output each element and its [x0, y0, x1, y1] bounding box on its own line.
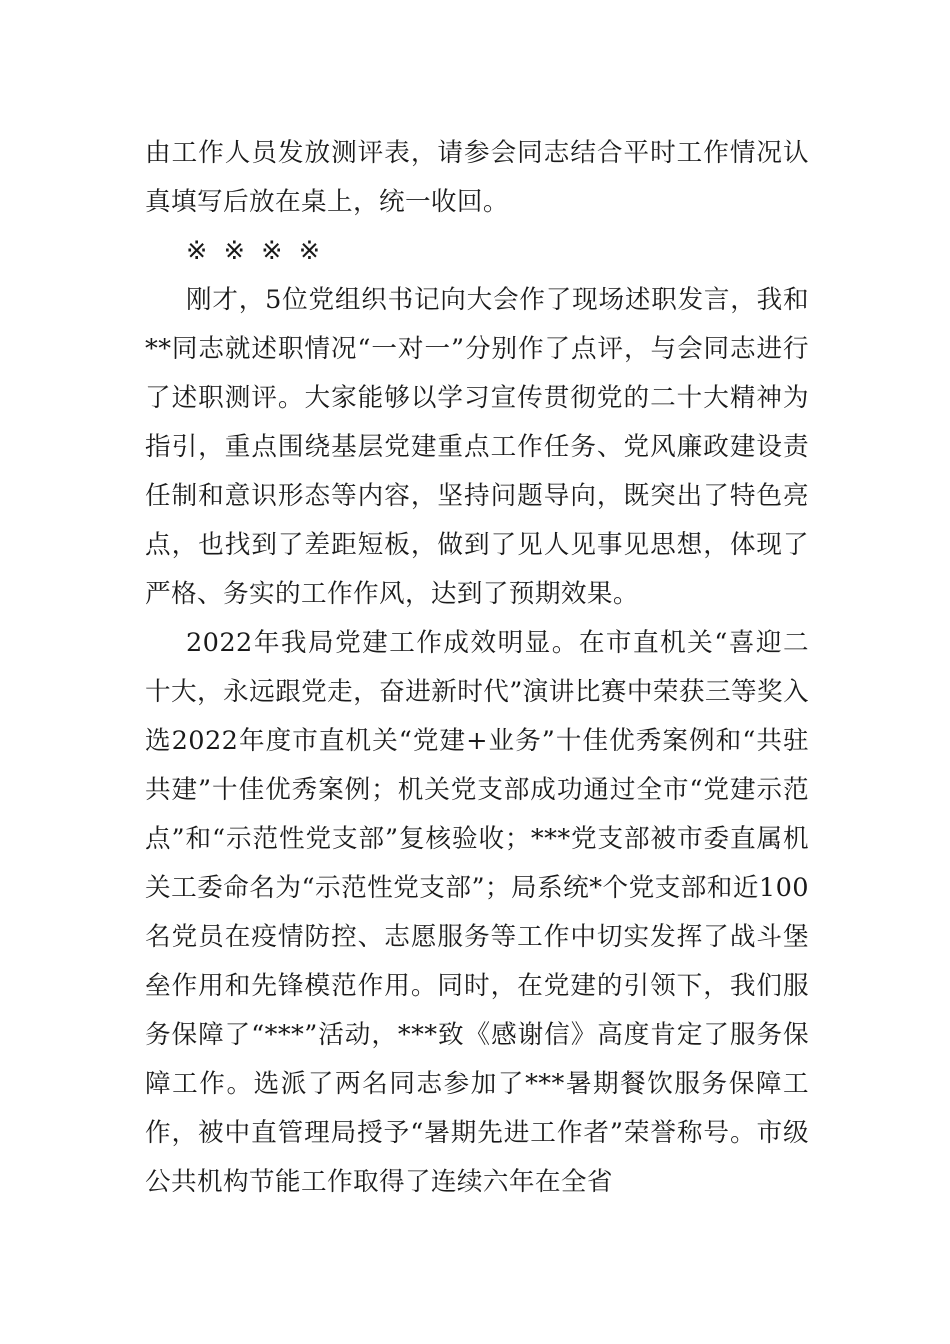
- paragraph-review-summary: 刚才，5位党组织书记向大会作了现场述职发言，我和**同志就述职情况“一对一”分别作了点评，与会同志进行了述职测评。大家能够以学习宣传贯彻党的二十大精神为指引，重点围绕基层党建重点工作任务、党风廉政建设责任制和意识形态等内容，坚持问题导向，既突出了特色亮点，也找到了差距短板，做到了见人见事见思想，体现了严格、务实的工作作风，达到了预期效果。: [145, 285, 809, 609]
- paragraph-achievements-2022: 2022年我局党建工作成效明显。在市直机关“喜迎二十大，永远跟党走，奋进新时代”演讲比赛中荣获三等奖入选2022年度市直机关“党建+业务”十佳优秀案例和“共驻共建”十佳优秀案例；机关党支部成功通过全市“党建示范点”和“示范性党支部”复核验收；***党支部被市委直属机关工委命名为“示范性党支部”；局系统*个党支部和近100名党员在疫情防控、志愿服务等工作中切实发挥了战斗堡垒作用和先锋模范作用。同时，在党建的引领下，我们服务保障了“***”活动，***致《感谢信》高度肯定了服务保障工作。选派了两名同志参加了***暑期餐饮服务保障工作，被中直管理局授予“暑期先进工作者”荣誉称号。市级公共机构节能工作取得了连续六年在全省: [145, 628, 809, 1197]
- document-body: [145, 129, 809, 1207]
- paragraph-continuation: 由工作人员发放测评表，请参会同志结合平时工作情况认真填写后放在桌上，统一收回。: [145, 138, 809, 217]
- section-separator: ※ ※ ※ ※: [186, 236, 325, 266]
